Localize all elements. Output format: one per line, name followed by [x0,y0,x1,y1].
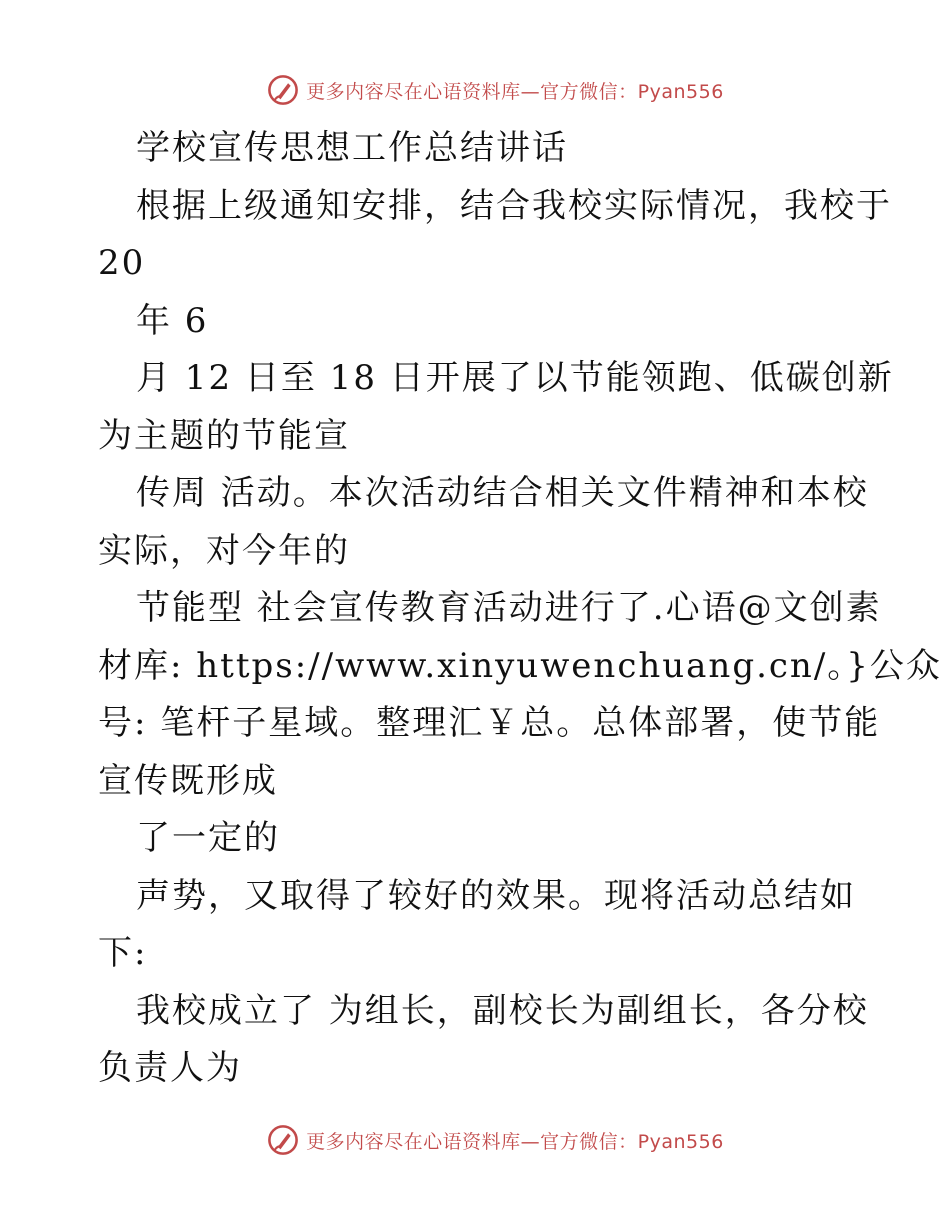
text-line: 了一定的 [136,818,280,858]
text-line: 材库: https://www.xinyuwenchuang.cn/。}公众 [98,645,942,686]
text-line: 号: 笔杆子星域。整理汇￥总。总体部署，使节能 [98,703,881,743]
document-body [98,120,942,1098]
footer-banner-text: 更多内容尽在心语资料库—官方微信：Pyan556 [306,1130,724,1153]
text-line: 负责人为 [98,1048,242,1088]
text-line: 20 [98,243,146,283]
text-line: 宣传既形成 [98,760,278,801]
text-line: 实际，对今年的 [98,530,350,571]
pen-seal-icon [266,1123,300,1157]
text-line: 下: [98,933,148,973]
text-line: 学校宣传思想工作总结讲话 [136,128,568,168]
text-line: 传周 活动。本次活动结合相关文件精神和本校 [136,473,869,513]
text-line: 年 6 [136,300,209,341]
text-line: 根据上级通知安排，结合我校实际情况，我校于 [136,185,892,226]
text-line: 为主题的节能宣 [98,415,350,456]
text-line: 我校成立了 为组长，副校长为副组长，各分校 [136,990,869,1031]
header-banner [0,70,950,110]
header-banner-inner [266,73,724,107]
header-banner-text: 更多内容尽在心语资料库—官方微信：Pyan556 [306,80,724,103]
footer-banner [0,1120,950,1160]
footer-banner-inner [266,1123,724,1157]
pen-seal-icon [266,73,300,107]
text-line: 声势，又取得了较好的效果。现将活动总结如 [136,875,856,916]
text-line: 月 12 日至 18 日开展了以节能领跑、低碳创新 [136,358,894,398]
text-line: 节能型 社会宣传教育活动进行了.心语@文创素 [136,588,882,628]
